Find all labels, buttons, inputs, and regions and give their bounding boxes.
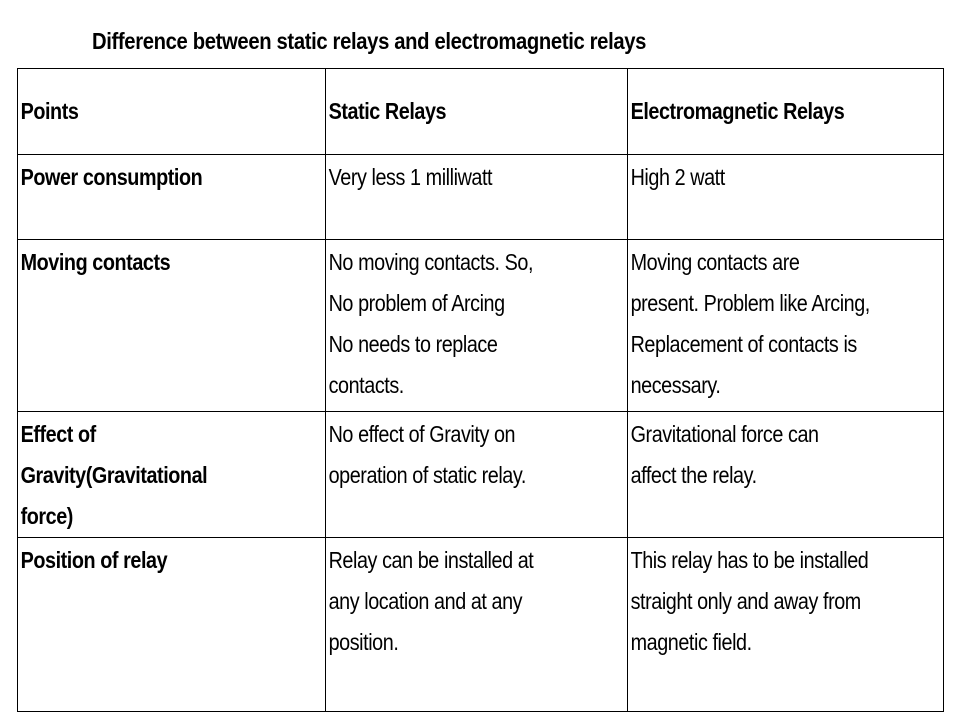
electromagnetic-cell <box>628 538 944 712</box>
electromagnetic-cell <box>628 240 944 412</box>
header-cell-static <box>326 69 628 155</box>
static-value: No effect of Gravity on operation of static relay. <box>328 421 526 488</box>
point-cell <box>18 538 326 712</box>
header-electromagnetic-label: Electromagnetic Relays <box>630 98 845 124</box>
electromagnetic-cell <box>628 155 944 240</box>
electromagnetic-value: Gravitational force can affect the relay. <box>630 421 819 488</box>
point-label: Effect of Gravity(Gravitational force) <box>20 421 208 529</box>
static-cell <box>326 240 628 412</box>
static-value: Very less 1 milliwatt <box>328 164 493 190</box>
static-value: Relay can be installed at any location and at any position. <box>328 547 534 655</box>
static-cell <box>326 412 628 538</box>
point-cell <box>18 412 326 538</box>
header-points-label: Points <box>20 98 79 124</box>
static-value: No moving contacts. So, No problem of Arcing No needs to replace contacts. <box>328 249 534 398</box>
electromagnetic-value: This relay has to be installed straight only and away from magnetic field. <box>630 547 869 655</box>
point-label: Power consumption <box>20 164 203 190</box>
point-label: Moving contacts <box>20 249 171 275</box>
table-row <box>18 155 944 240</box>
table-header-row <box>18 69 944 155</box>
static-cell <box>326 538 628 712</box>
static-cell <box>326 155 628 240</box>
electromagnetic-value: Moving contacts are present. Problem like Arcing, Replacement of contacts is necessary. <box>630 249 870 398</box>
table-row <box>18 538 944 712</box>
table-row <box>18 412 944 538</box>
electromagnetic-value: High 2 watt <box>630 164 725 190</box>
point-cell <box>18 155 326 240</box>
point-cell <box>18 240 326 412</box>
header-static-label: Static Relays <box>328 98 447 124</box>
point-label: Position of relay <box>20 547 168 573</box>
table-row <box>18 240 944 412</box>
header-cell-points <box>18 69 326 155</box>
comparison-table <box>17 68 944 712</box>
header-cell-electromagnetic <box>628 69 944 155</box>
electromagnetic-cell <box>628 412 944 538</box>
page-title: Difference between static relays and electromagnetic relays <box>92 28 647 54</box>
